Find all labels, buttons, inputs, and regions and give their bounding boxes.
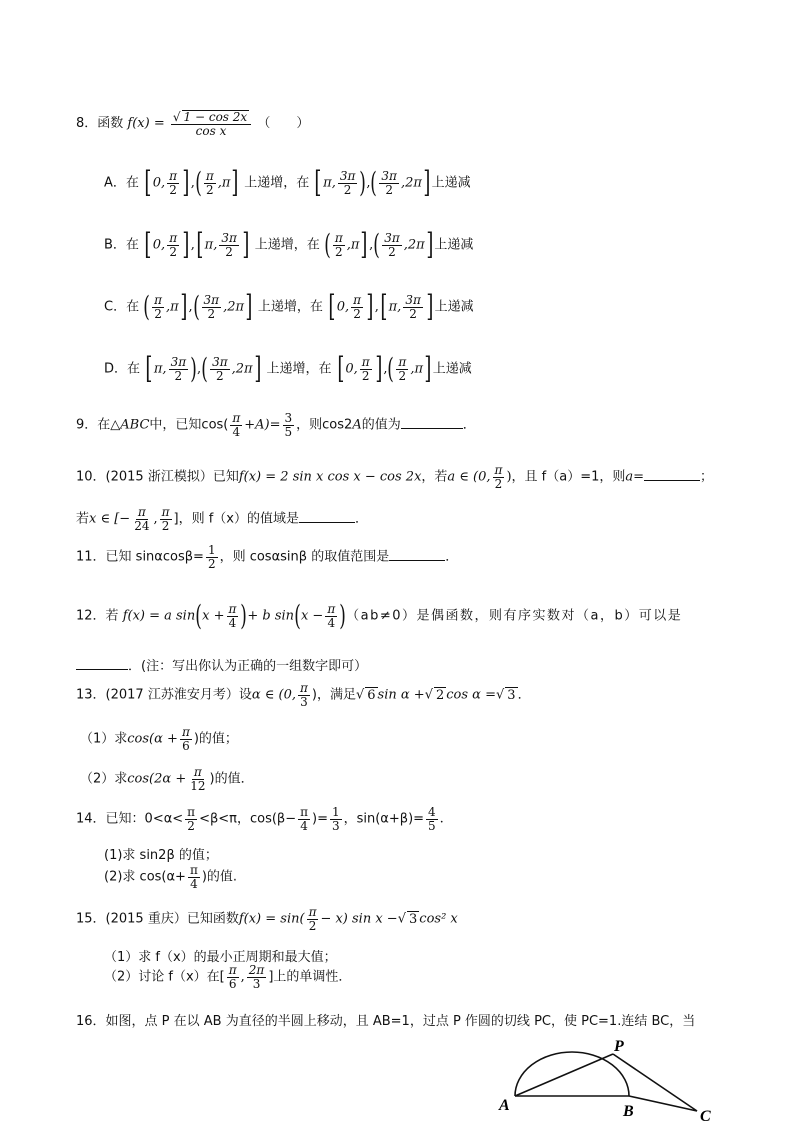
q13-sub2: （2）求cos(2α + $\frac{\pi}{12}$ )的值． <box>80 765 254 793</box>
q15-stem: 15．(2015 重庆）已知函数f(x) = sin( $\frac{\pi}{2}$ − x) sin x −√ 3 cos² x <box>76 905 458 933</box>
q16-stem: 16．如图，点 P 在以 AB 为直径的半圆上移动，且 AB=1，过点 P 作圆的切线 PC，使 PC=1.连结 BC，当 <box>76 1014 696 1029</box>
q14-stem: 14．已知：0<α< $\frac{\pi}{2}$ <β<π，cos(β− $\frac{\pi}{4}$ )= $\frac{1}{3}$ ，sin(α+β)= $\frac{4}{5}$ . <box>76 805 444 833</box>
segment-ap <box>515 1054 613 1096</box>
q10-line1: 10．(2015 浙江模拟）已知f(x) = 2 sin x cos x − cos 2x，若a ∈ (0, $\frac{\pi}{2}$ )，且 f（a）=1，则a= ； <box>76 463 714 491</box>
q10-answer-blank-2[interactable] <box>299 510 355 523</box>
q8-fx: f(x) = <box>127 116 165 132</box>
q12-line2: ．(注：写出你认为正确的一组数字即可） <box>76 655 367 674</box>
q8-option-b: B．在 [0, $\frac{\pi}{2}$ ],[π, $\frac{3\pi}{2}$ ] 上递增，在 ( $\frac{\pi}{2}$ ,π],( $\frac{3\pi}{2}$ ,2π]上递减 <box>104 227 474 262</box>
q12-answer-blank[interactable] <box>76 657 128 670</box>
q8-answer-paren: （ ） <box>257 116 310 132</box>
label-p: P <box>614 1038 624 1055</box>
q10-line2: 若x ∈ [− $\frac{\pi}{24}$ , $\frac{\pi}{2}$ ]，则 f（x）的值域是 ． <box>76 505 369 533</box>
q8-option-c: C．在 ( $\frac{\pi}{2}$ ,π],( $\frac{3\pi}{2}$ ,2π] 上递增，在 [0, $\frac{\pi}{2}$ ],[π, $\frac{3\pi}{2}$ ]上递减 <box>104 289 474 324</box>
q10-answer-blank-1[interactable] <box>644 468 700 481</box>
semicircle-figure <box>495 1032 725 1123</box>
q13-stem: 13．(2017 江苏淮安月考）设α ∈ (0, $\frac{\pi}{3}$ )，满足√ 6 sin α +√ 2 cos α =√ 3 ． <box>76 681 531 709</box>
q15-sub1: （1）求 f（x）的最小正周期和最大值； <box>104 950 337 965</box>
q8-option-a: A．在 [0, $\frac{\pi}{2}$ ],( $\frac{\pi}{2}$ ,π] 上递增，在 [π, $\frac{3\pi}{2}$ ),( $\frac{3\pi}{2}$ ,2π]上递减 <box>104 165 471 200</box>
q14-sub1: (1)求 sin2β 的值； <box>104 848 218 863</box>
q9-answer-blank[interactable] <box>401 416 463 429</box>
q11: 11．已知 sinαcosβ= $\frac{1}{2}$ ，则 cosαsinβ 的取值范围是 ． <box>76 543 459 571</box>
q8-prefix: 8．函数 <box>76 116 124 132</box>
label-b: B <box>623 1103 634 1120</box>
q9: 9．在△ABC中，已知cos( $\frac{\pi}{4}$ +A)= $\frac{3}{5}$ ，则cos2A的值为 ． <box>76 411 476 439</box>
q8-fraction: $\frac{√ 1 - \cos 2x}{\text{cos x}}$ <box>171 110 251 137</box>
q15-sub2: （2）讨论 f（x）在[ $\frac{\pi}{6}$ , $\frac{2\pi}{3}$ ]上的单调性． <box>104 963 352 991</box>
label-c: C <box>700 1108 711 1123</box>
q14-sub2: (2)求 cos(α+ $\frac{\pi}{4}$ )的值. <box>104 863 238 891</box>
q13-sub1: （1）求cos(α + $\frac{\pi}{6}$ )的值； <box>80 725 238 753</box>
q11-answer-blank[interactable] <box>389 548 445 561</box>
q8-stem <box>76 110 309 137</box>
label-a: A <box>499 1097 510 1114</box>
q8-option-d: D．在 [π, $\frac{3\pi}{2}$ ),( $\frac{3\pi}{2}$ ,2π] 上递增，在 [0, $\frac{\pi}{2}$ ],( $\frac{\pi}{2}$ ,π]上递减 <box>104 351 472 386</box>
q12-line1: 12．若 f(x) = a sin(x + $\frac{\pi}{4}$ )+ b sin(x − $\frac{\pi}{4}$ )（ab≠0）是偶函数，则有序实数对（a，b）可以是 <box>76 599 683 632</box>
